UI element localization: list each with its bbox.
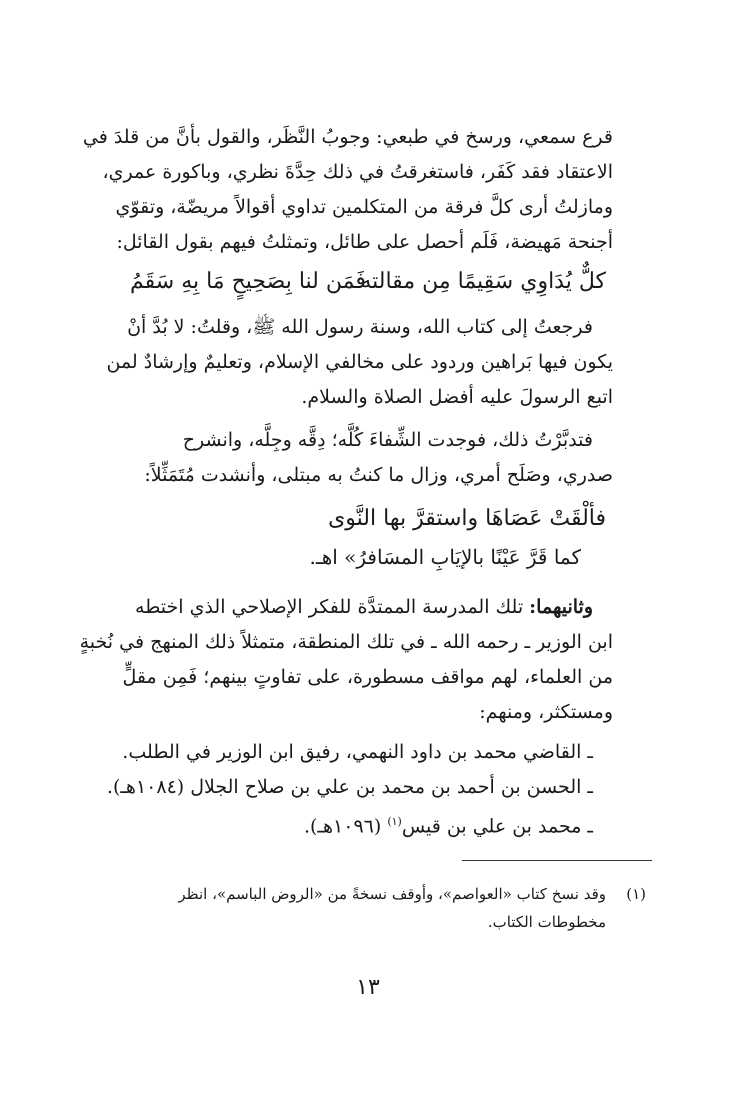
paragraph-4 bbox=[79, 590, 613, 730]
text-line: ابن الوزير ـ رحمه الله ـ في تلك المنطقة، متمثلاً ذلك المنهج في نُخبةٍ bbox=[79, 631, 613, 653]
footnote-text-line: وقد نسخ كتاب «العواصم»، وأوقف نسخةً من «الروض الباسم»، انظر bbox=[178, 885, 606, 903]
footnote-text-line: مخطوطات الكتاب. bbox=[487, 913, 606, 931]
footnote-reference[interactable]: (١) bbox=[387, 815, 402, 828]
paragraph-3 bbox=[128, 423, 613, 493]
paragraph-1 bbox=[82, 120, 613, 260]
text-line: ومازلتُ أرى كلَّ فرقة من المتكلمين تداوي أقوالاً مريضّة، وتقوّي bbox=[115, 196, 613, 218]
text-line: يكون فيها بَراهين وردود على مخالفي الإسلام، وتعليمٌ وإرشادٌ لمن bbox=[106, 351, 613, 373]
scholars-list bbox=[106, 735, 613, 845]
text-line: من العلماء، لهم مواقف مسطورة، على تفاوتٍ بينهم؛ فَمِن مقلٍّ bbox=[122, 666, 613, 688]
list-item: ـ القاضي محمد بن داود النهمي، رفيق ابن الوزير في الطلب. bbox=[122, 741, 593, 763]
verse-hemistich-right: كلٌّ يُدَاوِي سَقِيمًا مِن مقالته bbox=[360, 269, 606, 294]
text-line: فرجعتُ إلى كتاب الله، وسنة رسول الله ﷺ، وقلتُ: لا بُدَّ أنْ bbox=[127, 316, 593, 338]
text-line: أجنحة مَهيضة، فَلَم أحصل على طائل، وتمثلتُ فيهم بقول القائل: bbox=[116, 231, 613, 253]
text-line: اتبع الرسولَ عليه أفضل الصلاة والسلام. bbox=[301, 386, 613, 408]
verse-hemistich-left: فَمَن لنا بِصَحِيحٍ مَا بِهِ سَقَمُ bbox=[130, 269, 366, 294]
paragraph-2 bbox=[106, 310, 613, 420]
text-line bbox=[135, 590, 593, 624]
footnote-separator bbox=[462, 860, 652, 861]
page-number: ١٣ bbox=[356, 975, 380, 1000]
footnote-marker: (١) bbox=[626, 885, 646, 903]
verse-line-2: كما قَرَّ عَيْنًا بالإيَابِ المسَافرُ» اهـ. bbox=[309, 545, 581, 569]
text-line: قرع سمعي، ورسخ في طبعي: وجوبُ النَّظَر، والقول بأنَّ من قلدَ في bbox=[82, 126, 613, 148]
text-line: الاعتقاد فقد كَفَر، فاستغرقتُ في ذلك حِدَّةَ نظري، وباكورة عمري، bbox=[102, 161, 613, 183]
list-item: ـ الحسن بن أحمد بن محمد بن علي بن صلاح الجلال (١٠٨٤هـ). bbox=[106, 776, 593, 798]
verse-line-1: فألْقَتْ عَصَاهَا واستقرَّ بها النَّوى bbox=[328, 506, 606, 531]
lead-word: وثانيهما: bbox=[529, 596, 593, 618]
text-line: فتدبَّرْتُ ذلك، فوجدت الشِّفاءَ كُلَّه؛ دِقَّه وجِلَّه، وانشرح bbox=[182, 429, 593, 451]
text-line: صدري، وصَلَح أمري، وزال ما كنتُ به مبتلى، وأنشدت مُتَمَثِّلاً: bbox=[144, 464, 613, 486]
list-item-date: (١٠٩٦هـ). bbox=[303, 815, 388, 838]
list-item-text: ـ محمد بن علي بن قيس bbox=[401, 815, 593, 838]
lead-text: تلك المدرسة الممتدَّة للفكر الإصلاحي الذي اختطه bbox=[135, 596, 524, 618]
list-item bbox=[304, 805, 593, 839]
text-line: ومستكثر، ومنهم: bbox=[479, 701, 613, 723]
